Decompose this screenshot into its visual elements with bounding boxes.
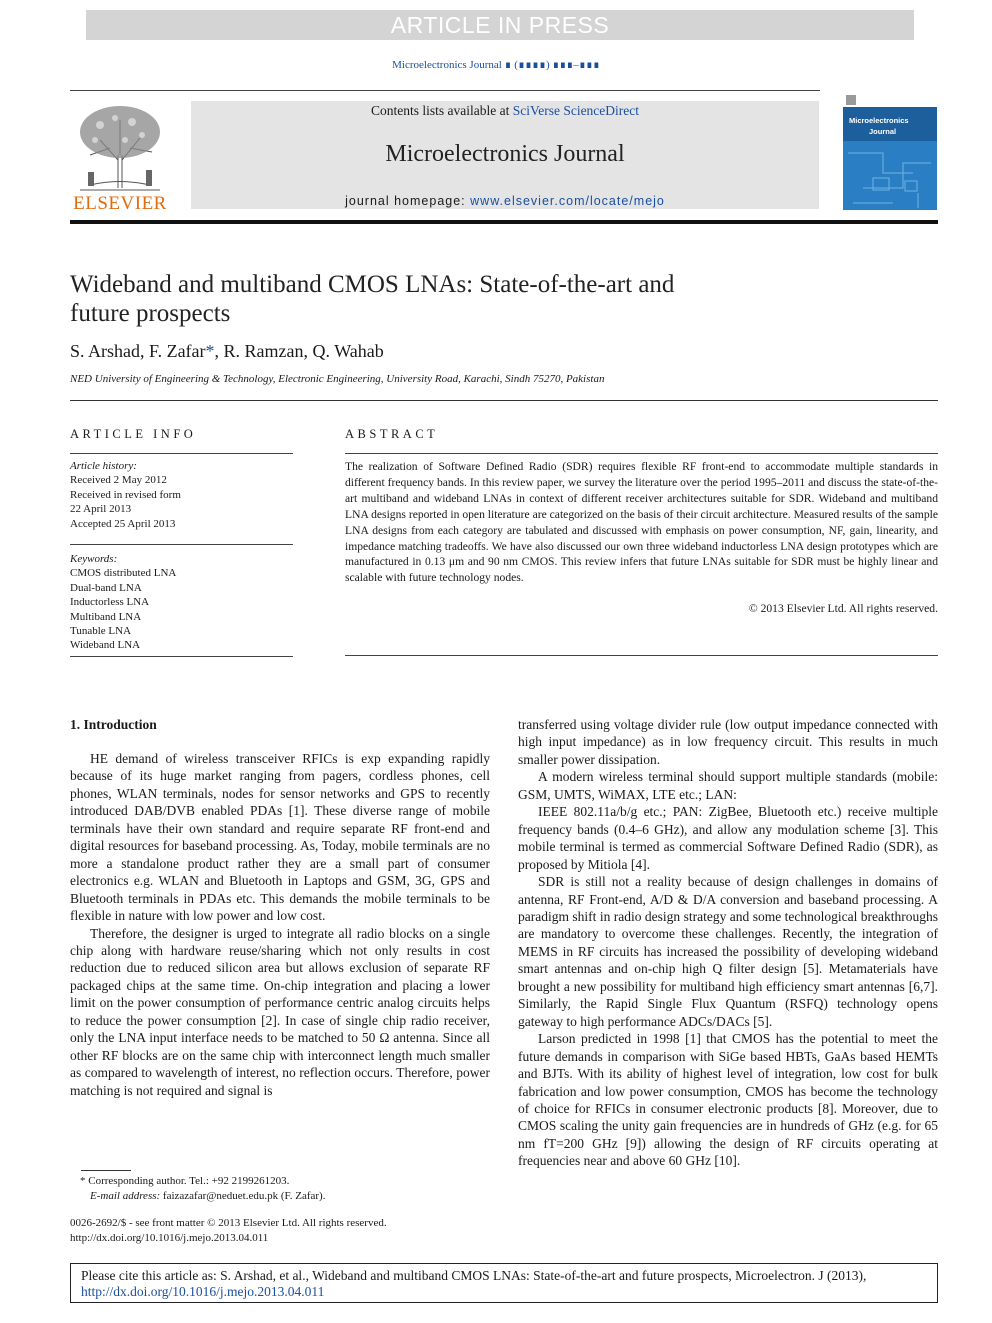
keyword-item: Inductorless LNA <box>70 596 150 609</box>
article-info-bottom-rule <box>70 656 293 657</box>
body-paragraph: Therefore, the designer is urged to integrate all radio blocks on a single chip along with hardware reuse/sharing which not only results in cost reduction due to reduced silicon area but allows exclusion of separate RF packaged chips at the same time. On-chip integration and placing a lower limit on the power consumption of performance centric analog circuits helps to reduce the power consumption [2]. In case of single chip radio receiver, only the LNA input interface needs to be matched to 50 Ω antenna. Since all other RF blocks are on the same chip with interconnect length much smaller as compared to wavelength of interest, no reflection occurs. Therefore, power matching is not required and signal is <box>70 925 490 1098</box>
citation-text: Please cite this article as: S. Arshad, et al., Wideband and multiband CMOS LNAs: State-of-the-art and future prospects, Microelectron. J (2013), <box>81 1268 867 1283</box>
affiliation-rule <box>70 400 938 401</box>
section-heading: 1. Introduction <box>70 717 157 732</box>
email-note <box>70 1189 490 1204</box>
cover-title-line1: Microelectronics <box>849 116 909 125</box>
header-bottom-rule <box>70 220 938 224</box>
authors-first: S. Arshad, F. Zafar <box>70 341 206 361</box>
abstract-copyright: © 2013 Elsevier Ltd. All rights reserved. <box>748 602 938 615</box>
body-paragraph: Larson predicted in 1998 [1] that CMOS has the potential to meet the future demands in comparison with SiGe based HBTs, GaAs based HEMTs and BJTs. With its ability of highest level of integration, low cost for bulk fabrication and low power consumption, CMOS has become the technology of choice for RFICs in consumer electronic products [8]. Moreover, due to CMOS scaling the unity gain frequencies are in hundreds of GHz (e.g. for 65 nm fT=200 GHz [9]) allowing the design of RF circuits operating at frequencies near and above 60 GHz [10]. <box>518 1031 938 1169</box>
article-in-press-banner: ARTICLE IN PRESS <box>86 10 914 40</box>
email-address[interactable]: faizazafar@neduet.edu.pk (F. Zafar). <box>160 1190 326 1202</box>
corresponding-author-note: * Corresponding author. Tel.: +92 2199261203. <box>80 1175 290 1187</box>
homepage-link[interactable]: www.elsevier.com/locate/mejo <box>470 194 665 208</box>
header-top-rule <box>70 90 820 91</box>
body-paragraph: A modern wireless terminal should support multiple standards (mobile: GSM, UMTS, WiMAX, LTE etc.; LAN: <box>518 769 938 802</box>
sciencedirect-link[interactable]: SciVerse ScienceDirect <box>512 103 640 118</box>
corresponding-author-mark[interactable]: * <box>205 341 215 361</box>
body-right-column <box>518 716 938 1170</box>
history-item: Received in revised form <box>70 488 181 501</box>
abstract-heading: ABSTRACT <box>345 427 439 441</box>
keyword-item: Tunable LNA <box>70 625 132 638</box>
keyword-item: Multiband LNA <box>70 610 142 623</box>
body-paragraph: transferred using voltage divider rule (low output impedance connected with high input impedance) as in low frequency circuit. This results in much smaller power dissipation. <box>518 717 938 767</box>
history-item: Received 2 May 2012 <box>70 474 167 487</box>
article-title <box>70 270 770 328</box>
contents-line <box>191 103 819 119</box>
issn-block <box>70 1216 490 1246</box>
affiliation: NED University of Engineering & Technology, Electronic Engineering, University Road, Karachi, Sindh 75270, Pakistan <box>70 373 605 385</box>
author-list <box>70 341 384 362</box>
journal-homepage <box>191 194 819 208</box>
keyword-item: Wideband LNA <box>70 639 141 652</box>
footnote-rule <box>81 1170 131 1171</box>
citation-doi-link[interactable]: http://dx.doi.org/10.1016/j.mejo.2013.04.011 <box>81 1284 325 1299</box>
body-left-column <box>70 716 490 1099</box>
authors-rest: , R. Ramzan, Q. Wahab <box>214 341 384 361</box>
email-label: E-mail address: <box>90 1190 161 1202</box>
journal-masthead <box>191 101 819 209</box>
contents-prefix: Contents lists available at <box>370 103 513 118</box>
article-title-line2: future prospects <box>70 300 231 327</box>
article-info-heading: ARTICLE INFO <box>70 427 197 441</box>
abstract-text: The realization of Software Defined Radio (SDR) requires flexible RF front-end to accommodate multiple standards in different frequency bands. In this review paper, we survey the literature over the period 1995–2011 and discuss the state-of-the-art multiband and wideband LNAs in context of different receiver architectures suitable for SDR. Wideband and multiband LNA designs reported in open literature are categorized on the basis of their circuit architecture. Measured results of the sample LNA designs from each category are tabulated and discussed with emphasis on power consumption, NF, gain, linearity, and impedance matching tradeoffs. We have also discussed our own three wideband inductorless LNA design prototypes which are manufactured in 0.13 μm and 90 nm CMOS. This review infers that future LNAs suitable for SDR must be highly linear and scalable with future technology nodes. <box>345 460 938 585</box>
body-paragraph: IEEE 802.11a/b/g etc.; PAN: ZigBee, Bluetooth etc.) receive multiple frequency bands (0.4–6 GHz), and allow any modulation scheme [3]. This mobile terminal is termed as commercial Software Defined Radio (SDR), as proposed by Mitiola [4]. <box>518 804 938 872</box>
keyword-item: CMOS distributed LNA <box>70 567 177 580</box>
journal-title: Microelectronics Journal <box>385 141 625 167</box>
keywords-label: Keywords: <box>70 553 118 565</box>
abstract-bottom-rule <box>345 655 938 656</box>
citation-box <box>70 1263 938 1303</box>
history-item: 22 April 2013 <box>70 503 132 516</box>
keyword-item: Dual-band LNA <box>70 581 142 594</box>
article-history <box>70 459 293 531</box>
journal-reference[interactable]: Microelectronics Journal ∎ (∎∎∎∎) ∎∎∎–∎∎∎ <box>392 59 600 71</box>
history-item: Accepted 25 April 2013 <box>70 517 176 530</box>
keywords <box>70 552 293 653</box>
doi-line[interactable]: http://dx.doi.org/10.1016/j.mejo.2013.04.011 <box>70 1232 269 1244</box>
body-paragraph: HE demand of wireless transceiver RFICs is exp expanding rapidly because of its huge market ranging from pagers, cordless phones, cell phones, WLAN terminals, nodes for sensor networks and GPS to recently introduced DAB/DVB enabled PDAs [1]. These diverse range of mobile terminals have their own standard and require separate RF front-end and digital resources for baseband processing. As, Today, mobile terminals are no more a standalone product rather they are a small part of consumer electronics e.g. WLAN and Bluetooth in Laptops and GSM, 3G, GPS and Bluetooth terminals in PDAs etc. This demands the mobile terminals to be flexible in nature with low power and low cost. <box>70 751 490 924</box>
footnotes <box>70 1174 490 1204</box>
issn-line: 0026-2692/$ - see front matter © 2013 Elsevier Ltd. All rights reserved. <box>70 1217 387 1229</box>
publisher-name: ELSEVIER <box>73 193 167 214</box>
history-label: Article history: <box>70 460 137 472</box>
keywords-rule <box>70 544 293 545</box>
abstract-top-rule <box>345 453 938 454</box>
article-info-rule <box>70 453 293 454</box>
journal-cover-thumbnail[interactable] <box>843 93 937 210</box>
body-paragraph: SDR is still not a reality because of design challenges in domains of antenna, RF Front-end, A/D & D/A conversion and baseband processing. A paradigm shift in radio design strategy and some technological breakthroughs are mandatory to overcome these challenges. Recently, the integration of MEMS in RF circuits has increased the possibility of developing wideband smart antennas and on-chip high Q filter design [5]. Metamaterials have brought a new possibility for multiband high efficiency smart antennas [6,7]. Similarly, the Rapid Single Flux Quantum (RSFQ) technology opens gateway to high performance ADCs/DACs [5]. <box>518 874 938 1029</box>
homepage-prefix: journal homepage: <box>345 194 471 208</box>
cover-title-line2: Journal <box>869 127 897 136</box>
article-title-line1: Wideband and multiband CMOS LNAs: State-of-the-art and <box>70 271 675 298</box>
